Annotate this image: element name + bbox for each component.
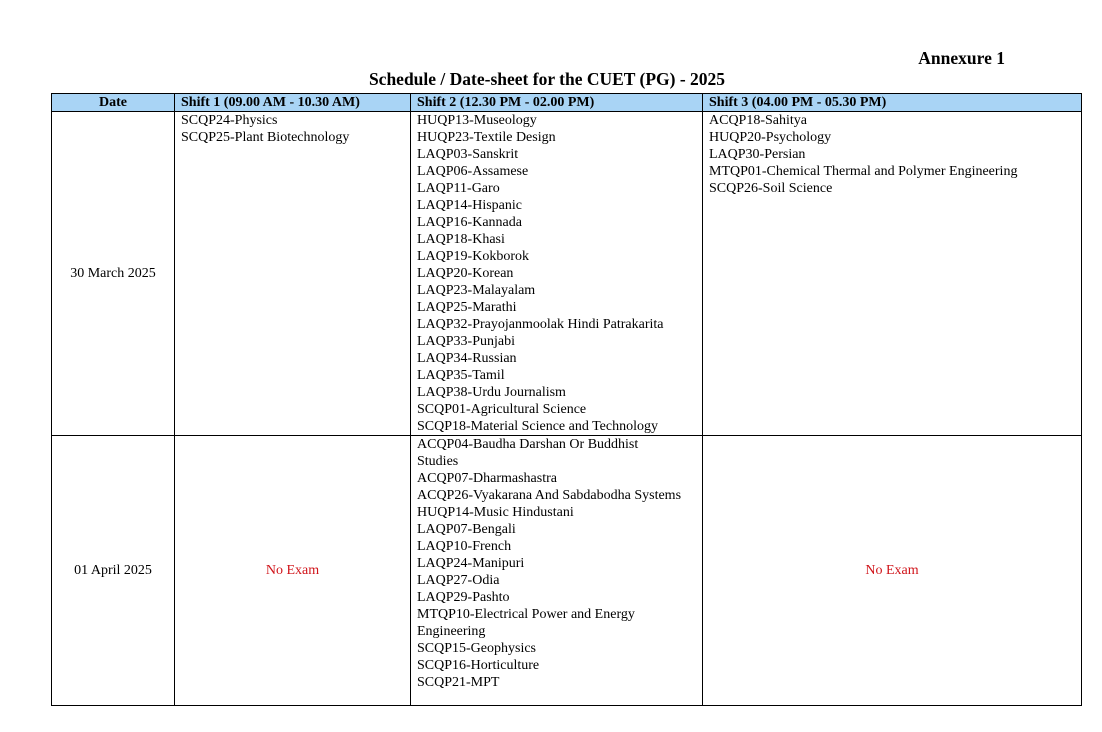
subject-item: LAQP33-Punjabi — [417, 334, 515, 349]
subject-item: LAQP16-Kannada — [417, 215, 522, 230]
subject-item: SCQP25-Plant Biotechnology — [181, 130, 350, 145]
subject-item: LAQP10-French — [417, 539, 512, 554]
subject-item: LAQP14-Hispanic — [417, 198, 522, 213]
table-row — [52, 436, 1082, 706]
annexure-label: Annexure 1 — [918, 48, 1005, 68]
table-row — [52, 112, 1082, 436]
shift2-cell — [411, 436, 703, 706]
subject-item: LAQP38-Urdu Journalism — [417, 385, 566, 400]
subject-item: SCQP16-Horticulture — [417, 658, 540, 673]
no-exam-cell: No Exam — [175, 436, 411, 706]
date-cell: 01 April 2025 — [52, 436, 175, 706]
subject-item: LAQP34-Russian — [417, 351, 517, 366]
subject-item: LAQP06-Assamese — [417, 164, 529, 179]
subject-item: LAQP03-Sanskrit — [417, 147, 519, 162]
shift2-cell — [411, 112, 703, 436]
subject-item: SCQP15-Geophysics — [417, 641, 537, 656]
shift1-cell — [175, 112, 411, 436]
subject-item: LAQP07-Bengali — [417, 522, 516, 537]
subject-item: LAQP20-Korean — [417, 266, 514, 281]
subject-item: LAQP29-Pashto — [417, 590, 510, 605]
subject-item: LAQP35-Tamil — [417, 368, 505, 383]
schedule-table — [51, 93, 1082, 706]
subject-item: MTQP01-Chemical Thermal and Polymer Engineering — [709, 164, 1018, 179]
header-shift3: Shift 3 (04.00 PM - 05.30 PM) — [703, 94, 1082, 112]
date-cell: 30 March 2025 — [52, 112, 175, 436]
shift3-cell — [703, 112, 1082, 436]
header-date: Date — [52, 94, 175, 112]
subject-item: HUQP14-Music Hindustani — [417, 505, 574, 520]
subject-item: SCQP21-MPT — [417, 675, 500, 690]
header-shift2: Shift 2 (12.30 PM - 02.00 PM) — [411, 94, 703, 112]
header-shift1: Shift 1 (09.00 AM - 10.30 AM) — [175, 94, 411, 112]
subject-item: SCQP18-Material Science and Technology — [417, 419, 658, 434]
page-title: Schedule / Date-sheet for the CUET (PG) - 2025 — [368, 69, 726, 89]
subject-item: ACQP26-Vyakarana And Sabdabodha Systems — [417, 488, 682, 503]
subject-item: ACQP18-Sahitya — [709, 113, 807, 128]
subject-item: SCQP26-Soil Science — [709, 181, 833, 196]
subject-item: ACQP04-Baudha Darshan Or Buddhist Studies — [417, 437, 639, 469]
subject-item: SCQP24-Physics — [181, 113, 278, 128]
subject-item: LAQP18-Khasi — [417, 232, 505, 247]
subject-item: LAQP23-Malayalam — [417, 283, 536, 298]
subject-item: LAQP11-Garo — [417, 181, 500, 196]
subject-item: LAQP25-Marathi — [417, 300, 517, 315]
subject-item: HUQP13-Museology — [417, 113, 537, 128]
subject-item: SCQP01-Agricultural Science — [417, 402, 587, 417]
subject-item: LAQP32-Prayojanmoolak Hindi Patrakarita — [417, 317, 664, 332]
subject-item: LAQP27-Odia — [417, 573, 500, 588]
subject-item: LAQP19-Kokborok — [417, 249, 529, 264]
subject-item: HUQP23-Textile Design — [417, 130, 556, 145]
subject-item: MTQP10-Electrical Power and Energy Engineering — [417, 607, 635, 639]
subject-item: HUQP20-Psychology — [709, 130, 832, 145]
header-row — [52, 94, 1082, 112]
no-exam-cell: No Exam — [703, 436, 1082, 706]
subject-item: ACQP07-Dharmashastra — [417, 471, 557, 486]
subject-item: LAQP24-Manipuri — [417, 556, 525, 571]
subject-item: LAQP30-Persian — [709, 147, 806, 162]
